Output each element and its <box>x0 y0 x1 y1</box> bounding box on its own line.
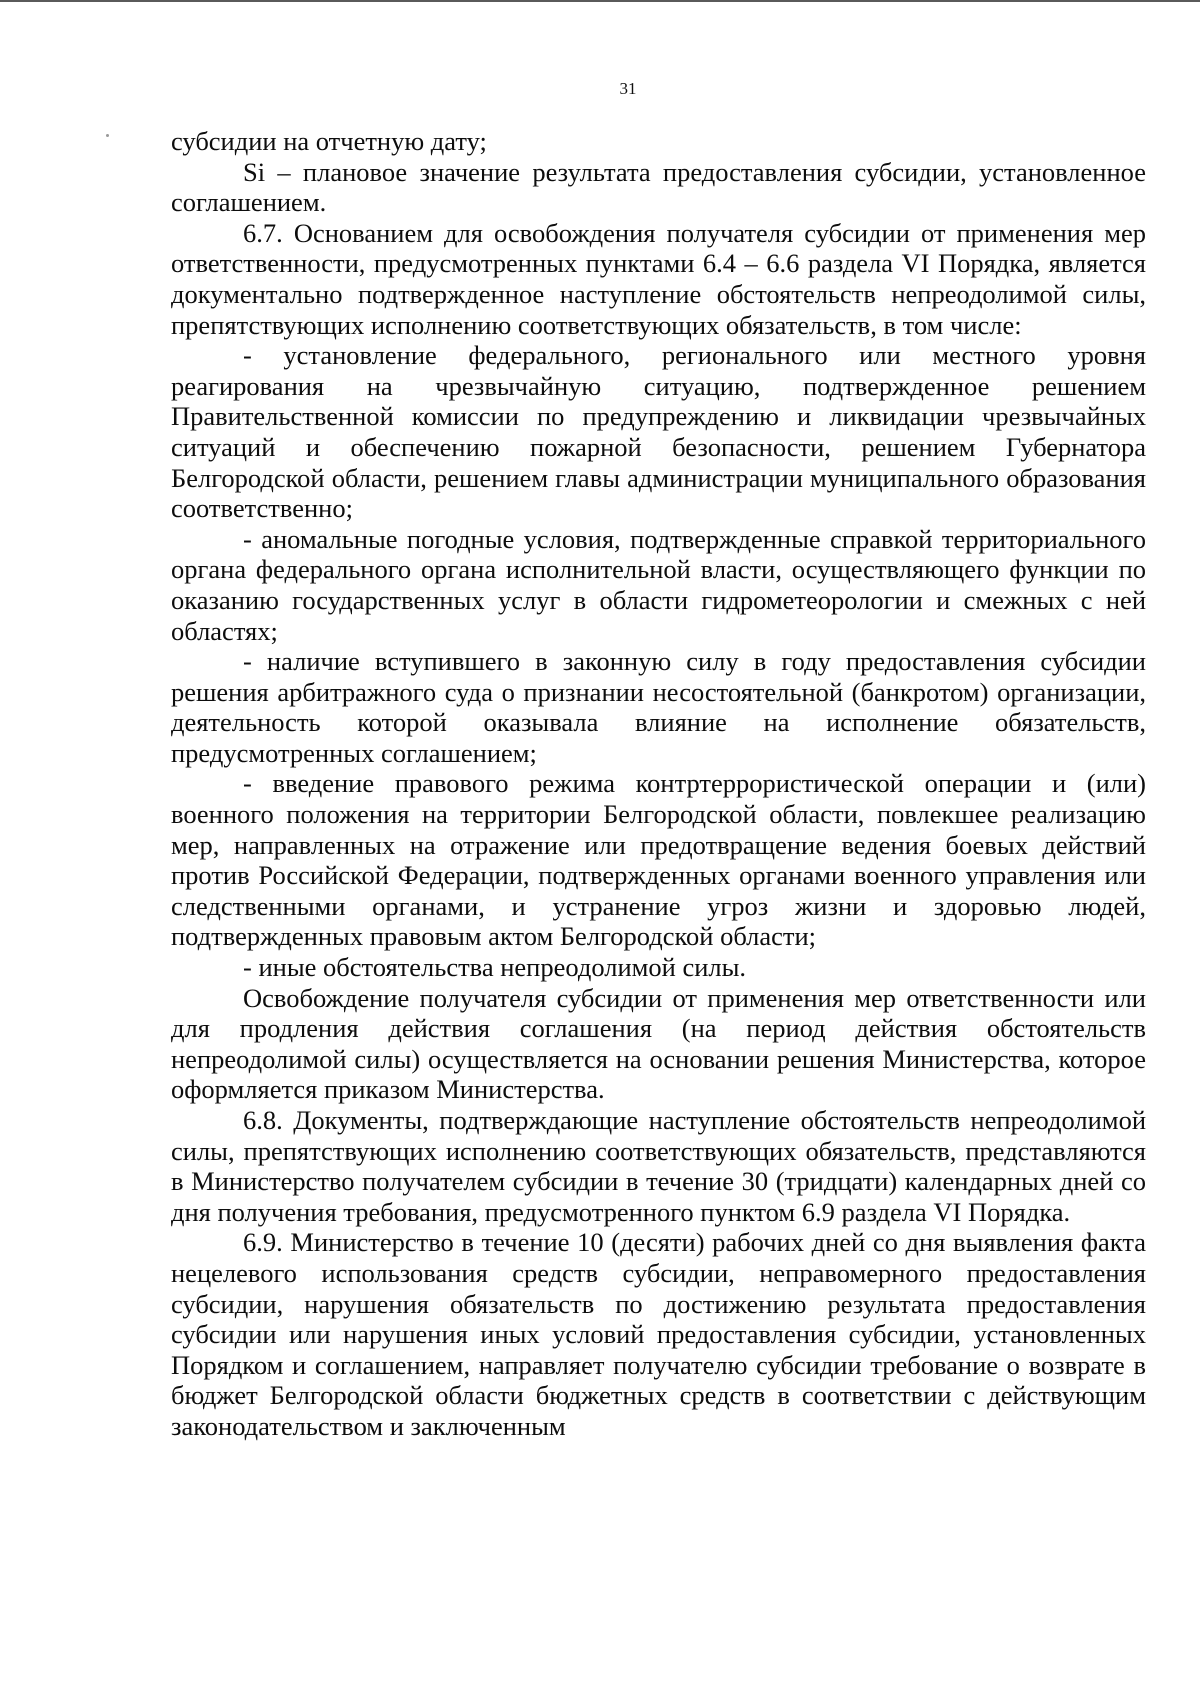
paragraph-si-definition: Si – плановое значение результата предоставления субсидии, установленное соглашением. <box>171 156 1146 218</box>
list-item-weather-conditions: - аномальные погодные условия, подтвержденные справкой территориального органа федерального органа исполнительной власти, осуществляющего функции по оказанию государственных услуг в области гидрометеорологии и смежных с ней областях; <box>171 523 1146 646</box>
paragraph-6-8: 6.8. Документы, подтверждающие наступление обстоятельств непреодолимой силы, препятствующих исполнению соответствующих обязательств, представляются в Министерство получателем субсидии в течение 30 (тридцати) календарных дней со дня получения требования, предусмотренного пунктом 6.9 раздела VI Порядка. <box>171 1105 1146 1227</box>
paragraph-6-7: 6.7. Основанием для освобождения получателя субсидии от применения мер ответственности, предусмотренных пунктами 6.4 – 6.6 раздела VI Порядка, является документально подтвержденное наступление обстоятельств непреодолимой силы, препятствующих исполнению соответствующих обязательств, в том числе: <box>171 217 1146 340</box>
paragraph-exemption: Освобождение получателя субсидии от применения мер ответственности или для продления действия соглашения (на период действия обстоятельств непреодолимой силы) осуществляется на основании решения Министерства, которое оформляется приказом Министерства. <box>171 982 1146 1105</box>
paragraph-continuation: субсидии на отчетную дату; <box>171 126 487 156</box>
list-item-emergency-response: - установление федерального, регионального или местного уровня реагирования на чрезвычайную ситуацию, подтвержденное решением Правительственной комиссии по предупреждению и ликвидации чрезвычайных ситуаций и обеспечению пожарной безопасности, решением Губернатора Белгородской области, решением главы администрации муниципального образования соответственно; <box>171 340 1146 524</box>
list-item-bankruptcy: - наличие вступившего в законную силу в году предоставления субсидии решения арбитражного суда о признании несостоятельной (банкротом) организации, деятельность которой оказывала влияние на исполнение обязательств, предусмотренных соглашением; <box>171 646 1146 768</box>
scan-edge-line <box>0 0 1200 2</box>
list-item-counter-terrorism: - введение правового режима контртеррористической операции и (или) военного положения на территории Белгородской области, повлекшее реализацию мер, направленных на отражение или предотвращение ведения боевых действий против Российской Федерации, подтвержденных органами военного управления или следственными органами, и устранение угроз жизни и здоровью людей, подтвержденных правовым актом Белгородской области; <box>171 768 1146 952</box>
list-item-other-force-majeure: - иные обстоятельства непреодолимой силы. <box>243 952 747 983</box>
page-number: 31 <box>619 79 637 98</box>
paragraph-6-9: 6.9. Министерство в течение 10 (десяти) рабочих дней со дня выявления факта нецелевого использования средств субсидии, неправомерного предоставления субсидии, нарушения обязательств по достижению результата предоставления субсидии или нарушения иных условий предоставления субсидии, установленных Порядком и соглашением, направляет получателю субсидии требование о возврате в бюджет Белгородской области бюджетных средств в соответствии с действующим законодательством и заключенным <box>171 1227 1146 1441</box>
document-body <box>171 126 1146 1442</box>
scan-speck <box>106 134 109 137</box>
